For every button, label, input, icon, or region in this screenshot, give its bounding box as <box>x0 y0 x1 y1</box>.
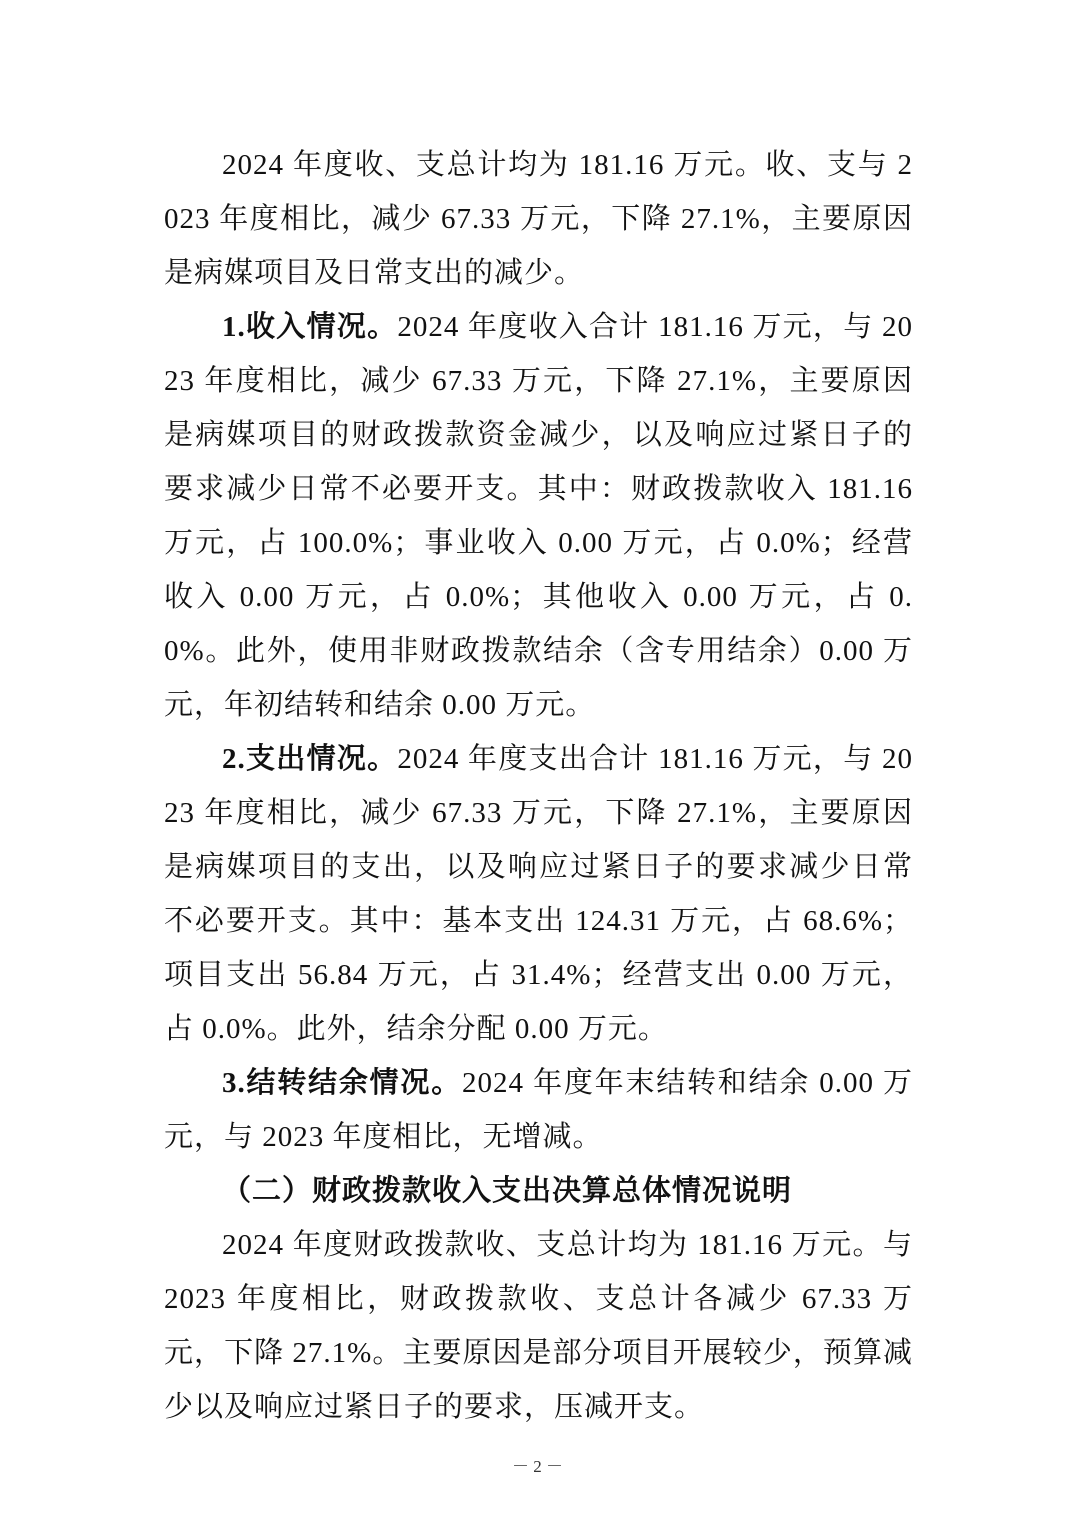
income-text: 2024 年度收入合计 181.16 万元，与 2023 年度相比，减少 67.33 万元，下降 27.1%，主要原因是病媒项目的财政拨款资金减少，以及响应过紧日子的要求减少日常不必要开支。其中：财政拨款收入 181.16 万元，占 100.0%；事业收入 0.00 万元，占 0.0%；经营收入 0.00 万元，占 0.0%；其他收入 0.00 万元，占 0.0%。此外，使用非财政拨款结余（含专用结余）0.00 万元，年初结转和结余 0.00 万元。 <box>164 311 913 721</box>
income-paragraph <box>164 300 913 732</box>
summary-paragraph <box>164 138 913 300</box>
income-heading: 1.收入情况。 <box>222 311 398 343</box>
balance-text: 2024 年度年末结转和结余 0.00 万元，与 2023 年度相比，无增减。 <box>164 1067 913 1153</box>
balance-paragraph <box>164 1056 913 1164</box>
fiscal-allocation-paragraph: 2024 年度财政拨款收、支总计均为 181.16 万元。与 2023 年度相比，财政拨款收、支总计各减少 67.33 万元，下降 27.1%。主要原因是部分项目开展较少，预算减少以及响应过紧日子的要求，压减开支。 <box>164 1229 913 1423</box>
expenditure-paragraph <box>164 732 913 1056</box>
document-page <box>164 138 913 1434</box>
balance-heading: 3.结转结余情况。 <box>222 1067 463 1099</box>
page-number: － 2 － <box>512 1457 563 1476</box>
section-heading: （二）财政拨款收入支出决算总体情况说明 <box>222 1175 793 1207</box>
expenditure-text: 2024 年度支出合计 181.16 万元，与 2023 年度相比，减少 67.33 万元，下降 27.1%，主要原因是病媒项目的支出，以及响应过紧日子的要求减少日常不必要开支。其中：基本支出 124.31 万元，占 68.6%；项目支出 56.84 万元，占 31.4%；经营支出 0.00 万元，占 0.0%。此外，结余分配 0.00 万元。 <box>164 743 913 1045</box>
paragraph-text: 2024 年度收、支总计均为 181.16 万元。收、支与 2023 年度相比，减少 67.33 万元，下降 27.1%，主要原因是病媒项目及日常支出的减少。 <box>164 149 913 289</box>
expenditure-heading: 2.支出情况。 <box>222 743 398 775</box>
